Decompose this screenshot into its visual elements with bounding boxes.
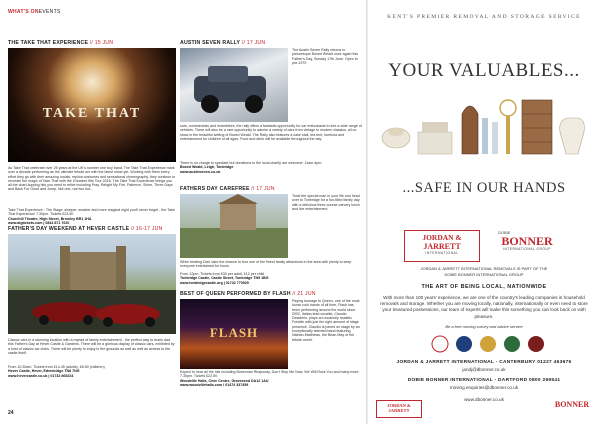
- ad-paragraph: With more than 100 years' experience, we are one of the country's leading companies in household removals and storage. Whether you are moving locally, nationally, internationally or even need to store your treasured possessions, our team of experts will make this something you can look back on with pleasure.: [380, 295, 588, 319]
- austin-seven-body: cars, commercials and motorbikes, the rally offers a fantastic opportunity for car enthusiasts to see a wide range of vehicles. There will also be a rare opportunity to admire a variety of cars from vintage to modern classics, all on show in the beautiful setting of Boxed Weald. The Rally also features a cake stall, tea tent, tombola and entertainment for children of all ages. Food and drink will be available throughout the day.: [180, 124, 362, 141]
- bonner-small-logo: BONNER: [554, 400, 590, 409]
- austin-seven-details: There is no charge to spectate but donations to the local charity are welcome. 11am-4pm. Boxed Weald, Leigh, Tonbridge www.austinseven.co.uk: [180, 161, 323, 174]
- hever-castle-details: From 10.30am. Tickets from £14.45 (adults), £8.50 (children) Hever Castle, Hever, Edenbridge TN8 7NG www.hevercastle.co.uk | 01732 865224: [8, 365, 105, 378]
- vintage-car-illustration: [180, 48, 288, 122]
- accreditation-badges: [430, 334, 550, 354]
- ad-contact-canterbury: JORDAN & JARRETT INTERNATIONAL - CANTERBURY 01227 463675: [396, 360, 572, 365]
- ad-member-line1: JORDAN & JARRETT INTERNATIONAL REMOVALS IS PART OF THE: [420, 266, 548, 271]
- ad-kicker: KENT'S PREMIER REMOVAL AND STORAGE SERVICE: [387, 14, 581, 20]
- ad-email-dartford[interactable]: moving.enquiries@dbonner.co.uk: [449, 385, 519, 390]
- fathers-day-photo: [180, 194, 288, 258]
- ad-website[interactable]: www.dbonner.co.uk: [464, 397, 504, 402]
- queen-details: Expect to hear all the hits including Bohemian Rhapsody, Don't Stop Me Now, We Will Rock You and many more. 7.30pm. Tickets £22.50 Woodville Halls, Civic Centre, Gravesend DA12 1AU www.woodvillehalls.com | 01474 337459: [180, 370, 360, 386]
- article-title-hever-castle: FATHER'S DAY WEEKEND AT HEVER CASTLE // 16-17 JUN: [8, 226, 163, 232]
- ad-survey-line: Be a free moving survey and advice service: [445, 324, 523, 329]
- hever-castle-photo: [8, 234, 176, 334]
- section-header: WHAT'S ONEVENTS: [8, 9, 61, 15]
- fathers-day-body: While treating Dad, take the chance to tour one of the finest family attractions in the area with plenty to keep everyone entertained for hours.: [180, 260, 352, 269]
- jordan-jarrett-small-logo: JORDAN & JARRETT: [376, 400, 422, 418]
- garden-illustration: [180, 194, 288, 258]
- austin-seven-photo: [180, 48, 288, 122]
- ad-contact-dartford: DOBIE BONNER INTERNATIONAL - DARTFORD 0800 269541: [407, 378, 561, 383]
- fathers-day-details: From 12pm. Tickets from £30 per adult, £12 per child Tonbridge Castle, Castle Street, Tonbridge TN9 1BG www.tonbridgecastle.org | 01732 770929: [180, 272, 269, 285]
- ad-member-line2: DOBIE BONNER INTERNATIONAL GROUP: [444, 272, 524, 277]
- take-that-body: As Take That celebrate over 25 years at the UK's number one boy band, The Take That Experience mark over a decade performing as the ultimate tribute act with the latest show yet. Working with them every effort they go with their amazing vocals, replica costumes and sensational choreography, they continue to recreate the magic of Take That with the Greatest Hits Tour 2018. The Take That Experience brings you all the chart-topping hits you need to relive including Pray, Relight My Fire, Patience, Shine, Three Days and Back For Good and Jump. Not one, not two but...: [8, 166, 176, 192]
- queen-side-text: Paying homage to Queen, one of the most iconic rock bands of all time, Flash has been performing around the world since 2002. Italian lead vocalist, Claudio Desiderio, plays an uncannily realistic Freddie with just the right amount of stage presence. Claudio is joined on stage by an exceptionally talented band featuring Nathan Matthews, the Brian May of the tribute world.: [292, 299, 360, 342]
- ad-subtitle: ...SAFE IN OUR HANDS: [402, 180, 566, 196]
- take-that-photo: TAKE THAT: [8, 48, 176, 162]
- queen-photo: FLASH: [180, 299, 288, 369]
- article-title-take-that: THE TAKE THAT EXPERIENCE // 15 JUN: [8, 40, 114, 46]
- take-that-details: Take That Experience - The Stage: sharper, smarter and more magical night you'll never forget - the Take That Experience! 7.30pm. Tickets £23.50: [8, 208, 175, 217]
- antiques-illustration: [378, 92, 590, 156]
- ad-title: YOUR VALUABLES...: [388, 60, 580, 81]
- article-title-austin-seven: AUSTIN SEVEN RALLY // 17 JUN: [180, 40, 266, 46]
- take-that-venue: Churchill Theatre, High Street, Bromley BR1 1HA www.atgtickets.com | 0844 871 7620: [8, 217, 92, 226]
- page-number: 24: [8, 410, 14, 416]
- castle-illustration: [8, 234, 176, 334]
- article-title-fathers-day: FATHERS DAY CAREFREE // 17 JUN: [180, 186, 275, 192]
- article-title-queen: BEST OF QUEEN PERFORMED BY FLASH // 21 JUN: [180, 291, 316, 297]
- fathers-day-side-text: Treat the special man in your life and head over to Tonbridge for a fun-filled family day with a delicious three-course carvery lunch and live entertainment.: [292, 194, 360, 211]
- bonner-logo: DOBIE BONNER INTERNATIONAL GROUP: [498, 230, 553, 251]
- hever-castle-body: Classic cars in a stunning location with a myriad of family entertainment - the perfect way to thank dad this Father's Day at Hever Castle & Gardens. There will be a glorious display of classic cars, exhibited by a host of classic car clubs. There will be plenty to enjoy in the grounds as well as well as access to the castle itself.: [8, 338, 175, 355]
- austin-seven-side-text: The Austin Seven Rally returns to picturesque Boxed Weald once again this Father's Day, Sunday 17th June. Open to pre-1970: [292, 48, 359, 65]
- ad-tagline: THE ART OF BEING LOCAL, NATIONWIDE: [421, 284, 547, 290]
- jordan-jarrett-logo: JORDAN & JARRETT INTERNATIONAL: [404, 230, 480, 262]
- ad-email-canterbury[interactable]: jandj@dbonner.co.uk: [462, 367, 506, 372]
